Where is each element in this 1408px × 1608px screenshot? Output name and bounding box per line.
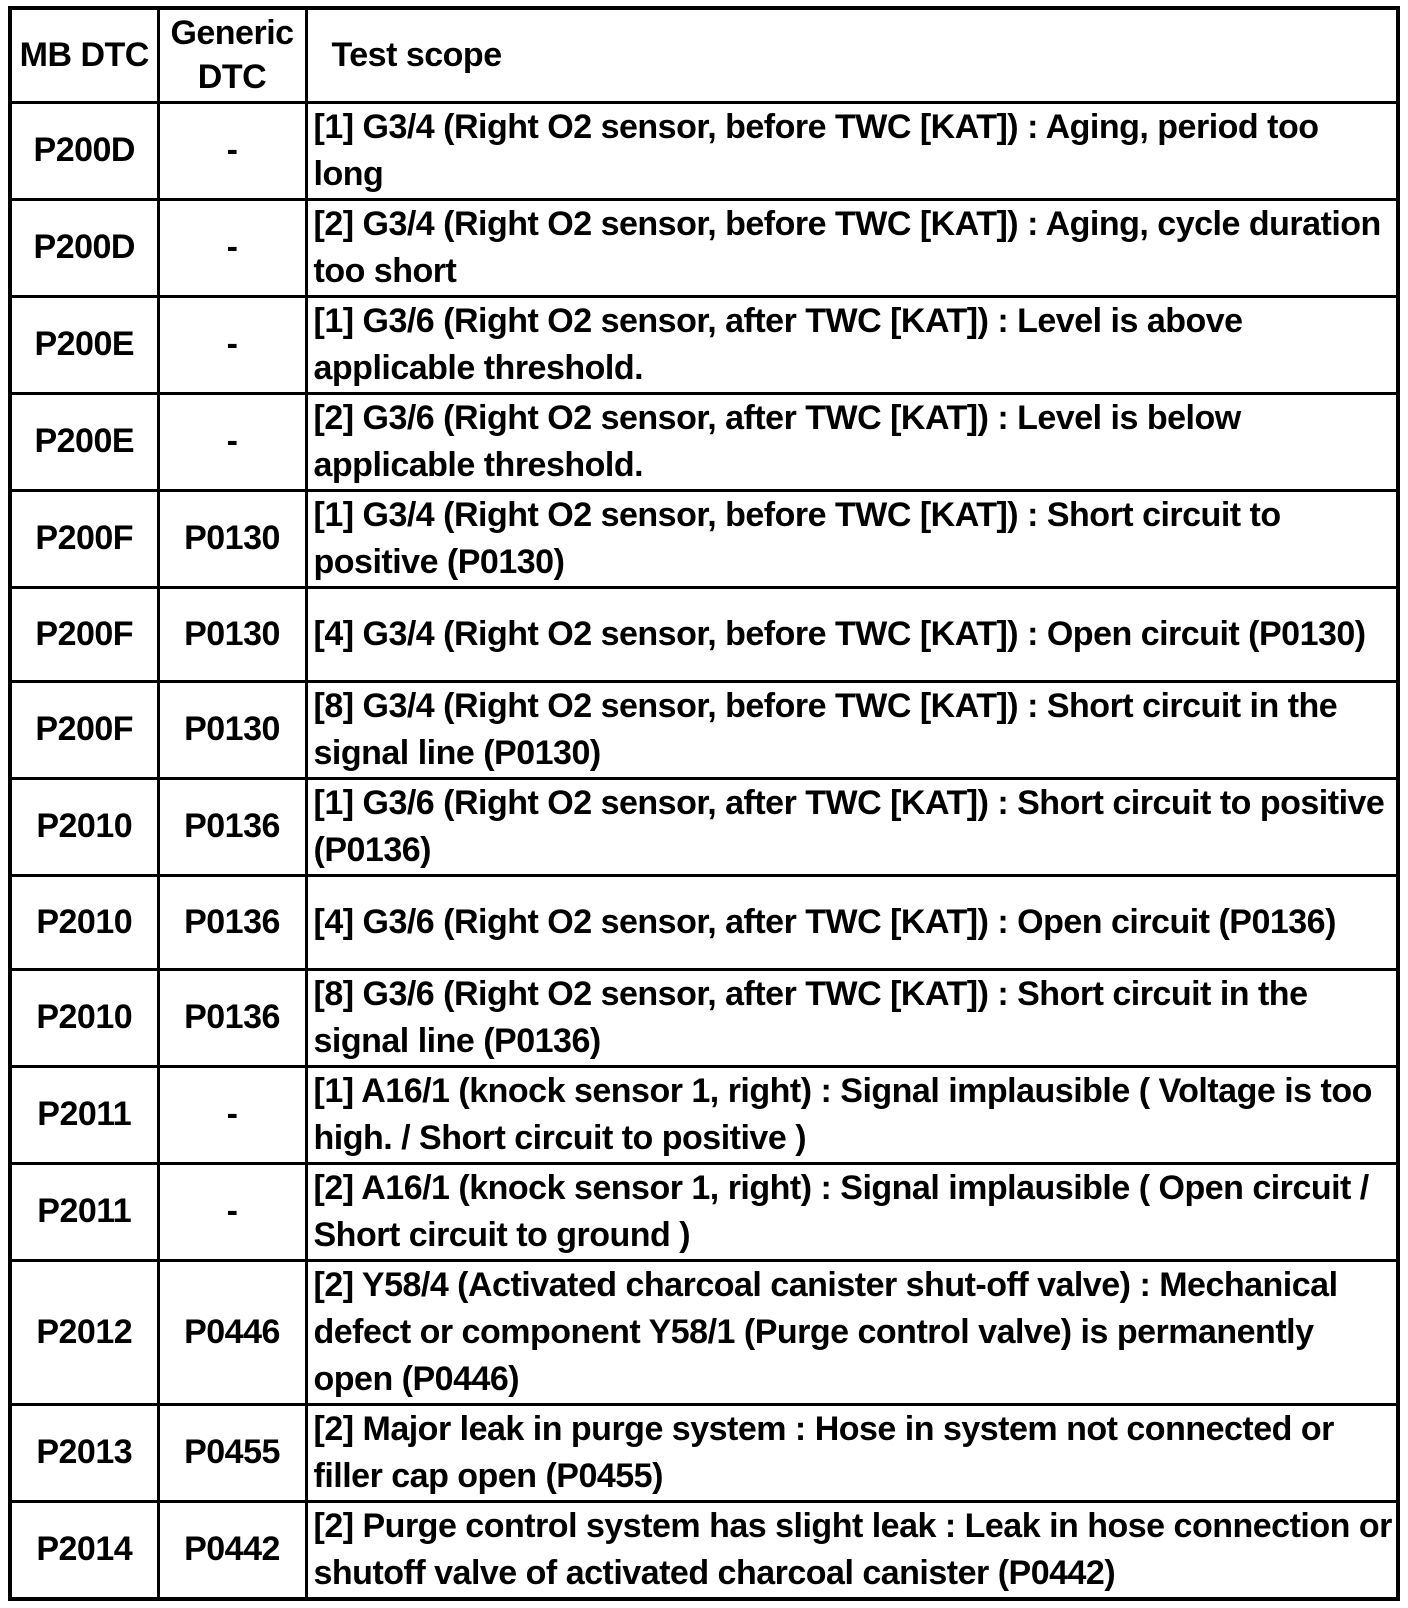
test-scope-cell: [1] G3/4 (Right O2 sensor, before TWC [KAT]) : Aging, period too long	[306, 102, 1398, 199]
table-row	[10, 587, 1398, 681]
generic-dtc-cell: P0130	[158, 587, 306, 681]
test-scope-cell: [8] G3/4 (Right O2 sensor, before TWC [KAT]) : Short circuit in the signal line (P0130)	[306, 681, 1398, 778]
mb-dtc-cell: P200F	[10, 681, 158, 778]
test-scope-cell: [1] G3/4 (Right O2 sensor, before TWC [KAT]) : Short circuit to positive (P0130)	[306, 490, 1398, 587]
mb-dtc-cell: P2014	[10, 1501, 158, 1599]
generic-dtc-cell: P0136	[158, 969, 306, 1066]
mb-dtc-cell: P2011	[10, 1163, 158, 1260]
mb-dtc-cell: P2010	[10, 778, 158, 875]
header-row	[10, 8, 1398, 102]
generic-dtc-cell: P0130	[158, 490, 306, 587]
table-row	[10, 1404, 1398, 1501]
table-row	[10, 393, 1398, 490]
table-row	[10, 778, 1398, 875]
table-row	[10, 199, 1398, 296]
table-row	[10, 296, 1398, 393]
table-row	[10, 969, 1398, 1066]
test-scope-cell: [2] G3/4 (Right O2 sensor, before TWC [KAT]) : Aging, cycle duration too short	[306, 199, 1398, 296]
header-generic-dtc-line1: Generic	[170, 14, 294, 53]
generic-dtc-cell: P0455	[158, 1404, 306, 1501]
test-scope-cell: [1] G3/6 (Right O2 sensor, after TWC [KAT]) : Short circuit to positive (P0136)	[306, 778, 1398, 875]
generic-dtc-cell: -	[158, 393, 306, 490]
mb-dtc-cell: P200F	[10, 490, 158, 587]
mb-dtc-cell: P200D	[10, 102, 158, 199]
generic-dtc-cell: P0136	[158, 875, 306, 969]
header-generic-dtc-line2: DTC	[197, 58, 267, 97]
generic-dtc-cell: P0442	[158, 1501, 306, 1599]
test-scope-cell: [8] G3/6 (Right O2 sensor, after TWC [KAT]) : Short circuit in the signal line (P0136)	[306, 969, 1398, 1066]
generic-dtc-cell: -	[158, 1163, 306, 1260]
table-row	[10, 1260, 1398, 1404]
test-scope-cell: [2] Major leak in purge system : Hose in system not connected or filler cap open (P0455)	[306, 1404, 1398, 1501]
test-scope-cell: [4] G3/4 (Right O2 sensor, before TWC [KAT]) : Open circuit (P0130)	[306, 587, 1398, 681]
mb-dtc-cell: P2010	[10, 969, 158, 1066]
header-mb-dtc: MB DTC	[10, 8, 158, 102]
test-scope-cell: [2] G3/6 (Right O2 sensor, after TWC [KAT]) : Level is below applicable threshold.	[306, 393, 1398, 490]
generic-dtc-cell: -	[158, 102, 306, 199]
test-scope-cell: [2] Y58/4 (Activated charcoal canister shut-off valve) : Mechanical defect or component Y58/1 (Purge control valve) is permanently open (P0446)	[306, 1260, 1398, 1404]
generic-dtc-cell: -	[158, 199, 306, 296]
table-row	[10, 1066, 1398, 1163]
generic-dtc-cell: -	[158, 1066, 306, 1163]
test-scope-cell: [1] A16/1 (knock sensor 1, right) : Signal implausible ( Voltage is too high. / Short circuit to positive )	[306, 1066, 1398, 1163]
dtc-table	[8, 6, 1400, 1601]
table-row	[10, 102, 1398, 199]
test-scope-cell: [4] G3/6 (Right O2 sensor, after TWC [KAT]) : Open circuit (P0136)	[306, 875, 1398, 969]
generic-dtc-cell: -	[158, 296, 306, 393]
table-row	[10, 875, 1398, 969]
mb-dtc-cell: P2011	[10, 1066, 158, 1163]
table-row	[10, 490, 1398, 587]
test-scope-cell: [1] G3/6 (Right O2 sensor, after TWC [KAT]) : Level is above applicable threshold.	[306, 296, 1398, 393]
mb-dtc-cell: P200E	[10, 296, 158, 393]
mb-dtc-cell: P2013	[10, 1404, 158, 1501]
test-scope-cell: [2] A16/1 (knock sensor 1, right) : Signal implausible ( Open circuit / Short circuit to ground )	[306, 1163, 1398, 1260]
generic-dtc-cell: P0130	[158, 681, 306, 778]
generic-dtc-cell: P0446	[158, 1260, 306, 1404]
header-generic-dtc	[158, 8, 306, 102]
mb-dtc-cell: P200E	[10, 393, 158, 490]
mb-dtc-cell: P2010	[10, 875, 158, 969]
mb-dtc-cell: P200F	[10, 587, 158, 681]
table-row	[10, 1163, 1398, 1260]
mb-dtc-cell: P200D	[10, 199, 158, 296]
table-row	[10, 681, 1398, 778]
generic-dtc-cell: P0136	[158, 778, 306, 875]
test-scope-cell: [2] Purge control system has slight leak : Leak in hose connection or shutoff valve of activated charcoal canister (P0442)	[306, 1501, 1398, 1599]
table-row	[10, 1501, 1398, 1599]
mb-dtc-cell: P2012	[10, 1260, 158, 1404]
header-test-scope: Test scope	[306, 8, 1398, 102]
